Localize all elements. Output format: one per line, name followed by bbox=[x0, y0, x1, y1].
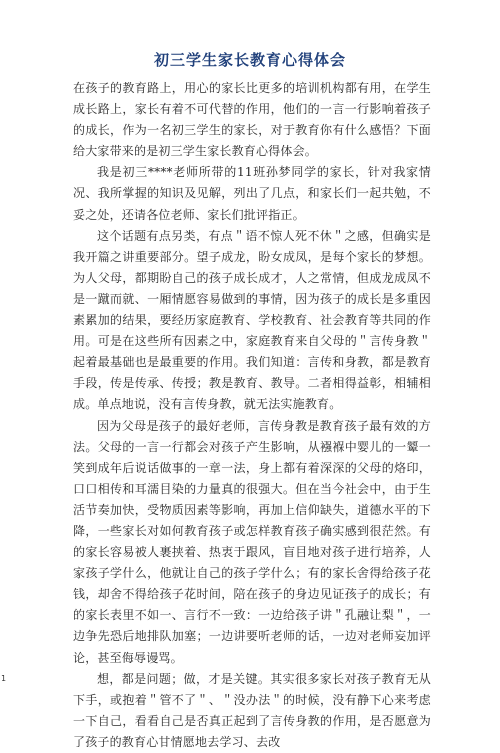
paragraph-parent-intro: 我是初三****老师所带的11班孙梦同学的家长，针对我家情况、我所掌握的知识及见解，列出了几点，和家长们一起共勉，不妥之处，还请各位老师、家长们批评指正。 bbox=[73, 165, 431, 222]
document-body bbox=[73, 78, 431, 753]
paragraph-parents-as-teachers: 因为父母是孩子的最好老师，言传身教是教育孩子最有效的方法。父母的一言一行都会对孩子产生影响，从襁褓中婴儿的一颦一笑到成年后说话做事的一章一法，身上都有着深深的父母的烙印，口口相传和耳濡目染的力量真的很强大。但在当今社会中，由于生活节奏加快，受物质因素等影响，再加上信仰缺失，道德水平的下降，一些家长对如何教育孩子或怎样教育孩子确实感到很茫然。有的家长容易被人裹挟着、热衷于跟风，盲目地对孩子进行培养，人家孩子学什么，他就让自己的孩子学什么；有的家长舍得给孩子花钱，却舍不得给孩子花时间，陪在孩子的身边见证孩子的成长；有的家长表里不如一、言行不一致：一边给孩子讲＂孔融让梨＂，一边争先恐后地排队加塞；一边讲要听老师的话，一边对老师妄加评论，甚至侮辱谩骂。 bbox=[73, 418, 431, 665]
paragraph-action-is-key: 想，都是问题；做，才是关键。其实很多家长对孩子教育无从下手，或抱着＂管不了＂、＂没办法＂的时候，没有静下心来考虑一下自己，看看自己是否真正起到了言传身教的作用，是否愿意为了孩子的教育心甘情愿地去学习、去改 bbox=[73, 671, 431, 749]
paragraph-intro: 在孩子的教育路上，用心的家长比更多的培训机构都有用，在学生成长路上，家长有着不可代替的作用，他们的一言一行影响着孩子的成长，作为一名初三学生的家长，对于教育你有什么感悟？下面给大家带来的是初三学生家长教育心得体会。 bbox=[73, 81, 431, 159]
paragraph-family-education: 这个话题有点另类，有点＂语不惊人死不休＂之感，但确实是我开篇之讲重要部分。望子成龙，盼女成凤，是每个家长的梦想。为人父母，都期盼自己的孩子成长成才，人之常情，但成龙成凤不是一蹴而就、一厢情愿容易做到的事情，因为孩子的成长是多重因素累加的结果，要经历家庭教育、学校教育、社会教育等共同的作用。可是在这些所有因素之中，家庭教育来自父母的＂言传身教＂起着最基础也是最重要的作用。我们知道：言传和身教，都是教育手段，传是传承、传授；教是教育、教导。二者相得益彰，相辅相成。单点地说，没有言传身教，就无法实施教育。 bbox=[73, 228, 431, 412]
document-title: 初三学生家长教育心得体会 bbox=[153, 51, 346, 69]
page-number: 1 bbox=[1, 674, 7, 683]
